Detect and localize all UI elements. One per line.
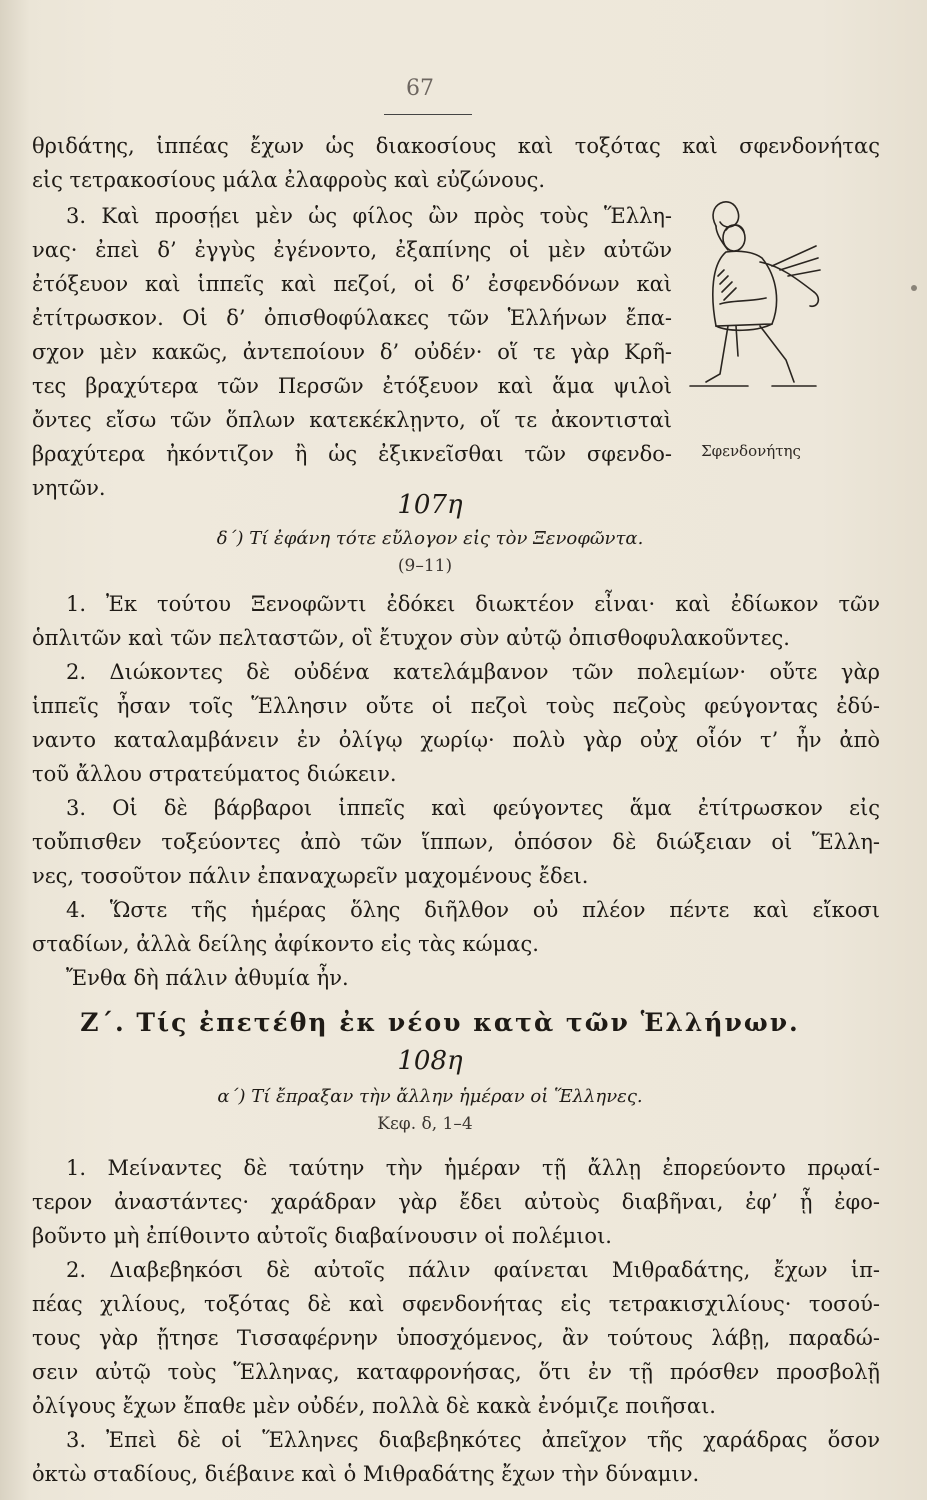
text-line: τους γὰρ ᾔτησε Τισσαφέρνην ὑποσχόμενος, ἂν τούτους λάβῃ, παραδώ- [32, 1326, 880, 1350]
text-line: νες, τοσοῦτον πάλιν ἐπαναχωρεῖν μαχομένους ἔδει. [32, 864, 589, 888]
section-heading: Ζ΄. Τίς ἐπετέθη ἐκ νέου κατὰ τῶν Ἑλλήνων. [80, 1008, 800, 1037]
text-line: ἐτίτρωσκον. Οἱ δ’ ὀπισθοφύλακες τῶν Ἑλλήνων ἔπα- [32, 306, 672, 330]
text-line: νας· ἐπεὶ δ’ ἐγγὺς ἐγένοντο, ἐξαπίνης οἱ μὲν αὐτῶν [32, 238, 672, 262]
text-line: βοῦντο μὴ ἐπίθοιντο αὐτοῖς διαβαίνουσιν οἱ πολέμιοι. [32, 1224, 612, 1248]
text-line: Ἔνθα δὴ πάλιν ἀθυμία ἦν. [66, 966, 349, 990]
text-line: βραχύτερα ἠκόντιζον ἢ ὡς ἐξικνεῖσθαι τῶν σφενδο- [32, 442, 672, 466]
text-line: τερον ἀναστάντες· χαράδραν γὰρ ἔδει αὐτοὺς διαβῆναι, ἐφ’ ᾗ ἐφο- [32, 1190, 880, 1214]
text-line: 1. Ἐκ τούτου Ξενοφῶντι ἐδόκει διωκτέον εἶναι· καὶ ἐδίωκον τῶν [66, 592, 880, 616]
text-line: ναντο καταλαμβάνειν ἐν ὀλίγῳ χωρίῳ· πολὺ γὰρ οὐχ οἷόν τ’ ἦν ἀπὸ [32, 728, 880, 752]
chapter-reference: (9–11) [397, 556, 453, 576]
text-line: τες βραχύτερα τῶν Περσῶν ἐτόξευον καὶ ἅμα ψιλοὶ [32, 374, 672, 398]
page-number: 67 [406, 76, 434, 101]
slinger-figure-icon [676, 186, 826, 416]
text-line: 2. Διώκοντες δὲ οὐδένα κατελάμβανον τῶν πολεμίων· οὔτε γὰρ [66, 660, 880, 684]
text-line: 2. Διαβεβηκόσι δὲ αὐτοῖς πάλιν φαίνεται Μιθραδάτης, ἔχων ἱπ- [66, 1258, 880, 1282]
ink-speck [911, 285, 917, 291]
text-line: σειν αὐτῷ τοὺς Ἕλληνας, καταφρονήσας, ὅτι ἐν τῇ πρόσθεν προσβολῇ [32, 1360, 880, 1384]
lesson-number: 108η [397, 1046, 463, 1076]
text-line: 3. Ἐπεὶ δὲ οἱ Ἕλληνες διαβεβηκότες ἀπεῖχον τῆς χαράδρας ὅσον [66, 1428, 880, 1452]
chapter-reference: Κεφ. δ, 1–4 [377, 1114, 473, 1134]
text-line: 4. Ὥστε τῆς ἡμέρας ὅλης διῆλθον οὐ πλέον πέντε καὶ εἴκοσι [66, 898, 880, 922]
page-number-rule [384, 114, 472, 115]
text-line: θριδάτης, ἱππέας ἔχων ὡς διακοσίους καὶ τοξότας καὶ σφενδονήτας [32, 134, 880, 158]
text-line: πέας χιλίους, τοξότας δὲ καὶ σφενδονήτας εἰς τετρακισχιλίους· τοσού- [32, 1292, 880, 1316]
lesson-question: δ΄) Τί ἐφάνη τότε εὔλογον εἰς τὸν Ξενοφῶντα. [216, 528, 644, 549]
text-line: 3. Οἱ δὲ βάρβαροι ἱππεῖς καὶ φεύγοντες ἅμα ἐτίτρωσκον εἰς [66, 796, 880, 820]
text-line: σχον μὲν κακῶς, ἀντεποίουν δ’ οὐδέν· οἵ τε γὰρ Κρῆ- [32, 340, 672, 364]
text-line: ἱππεῖς ἦσαν τοῖς Ἕλλησιν οὔτε οἱ πεζοὶ τοὺς πεζοὺς φεύγοντας ἐδύ- [32, 694, 880, 718]
text-line: τοῦ ἄλλου στρατεύματος διώκειν. [32, 762, 397, 786]
text-line: 3. Καὶ προσῄει μὲν ὡς φίλος ὢν πρὸς τοὺς Ἕλλη- [66, 204, 672, 228]
text-line: ὀλίγους ἔχων ἔπαθε μὲν οὐδέν, πολλὰ δὲ κακὰ ἐνόμιζε ποιῆσαι. [32, 1394, 716, 1418]
text-line: ὁπλιτῶν καὶ τῶν πελταστῶν, οἳ ἔτυχον σὺν αὐτῷ ὀπισθοφυλακοῦντες. [32, 626, 790, 650]
text-line: ὀκτὼ σταδίους, διέβαινε καὶ ὁ Μιθραδάτης ἔχων τὴν δύναμιν. [32, 1462, 700, 1486]
lesson-number: 107η [397, 490, 463, 520]
text-line: ὄντες εἴσω τῶν ὅπλων κατεκέκλῃντο, οἵ τε ἀκοντισταὶ [32, 408, 672, 432]
text-line: ἐτόξευον καὶ ἱππεῖς καὶ πεζοί, οἱ δ’ ἐσφενδόνων καὶ [32, 272, 672, 296]
text-line: νητῶν. [32, 476, 106, 500]
figure-caption: Σφενδονήτης [701, 442, 801, 460]
text-line: εἰς τετρακοσίους μάλα ἐλαφροὺς καὶ εὐζώνους. [32, 168, 546, 192]
lesson-question: α΄) Τί ἔπραξαν τὴν ἄλλην ἡμέραν οἱ Ἕλληνες. [217, 1086, 643, 1107]
text-line: σταδίων, ἀλλὰ δείλης ἀφίκοντο εἰς τὰς κώμας. [32, 932, 539, 956]
text-line: τοὔπισθεν τοξεύοντες ἀπὸ τῶν ἵππων, ὁπόσον δὲ διώξειαν οἱ Ἕλλη- [32, 830, 880, 854]
text-line: 1. Μείναντες δὲ ταύτην τὴν ἡμέραν τῇ ἄλλῃ ἐπορεύοντο πρῳαί- [66, 1156, 880, 1180]
